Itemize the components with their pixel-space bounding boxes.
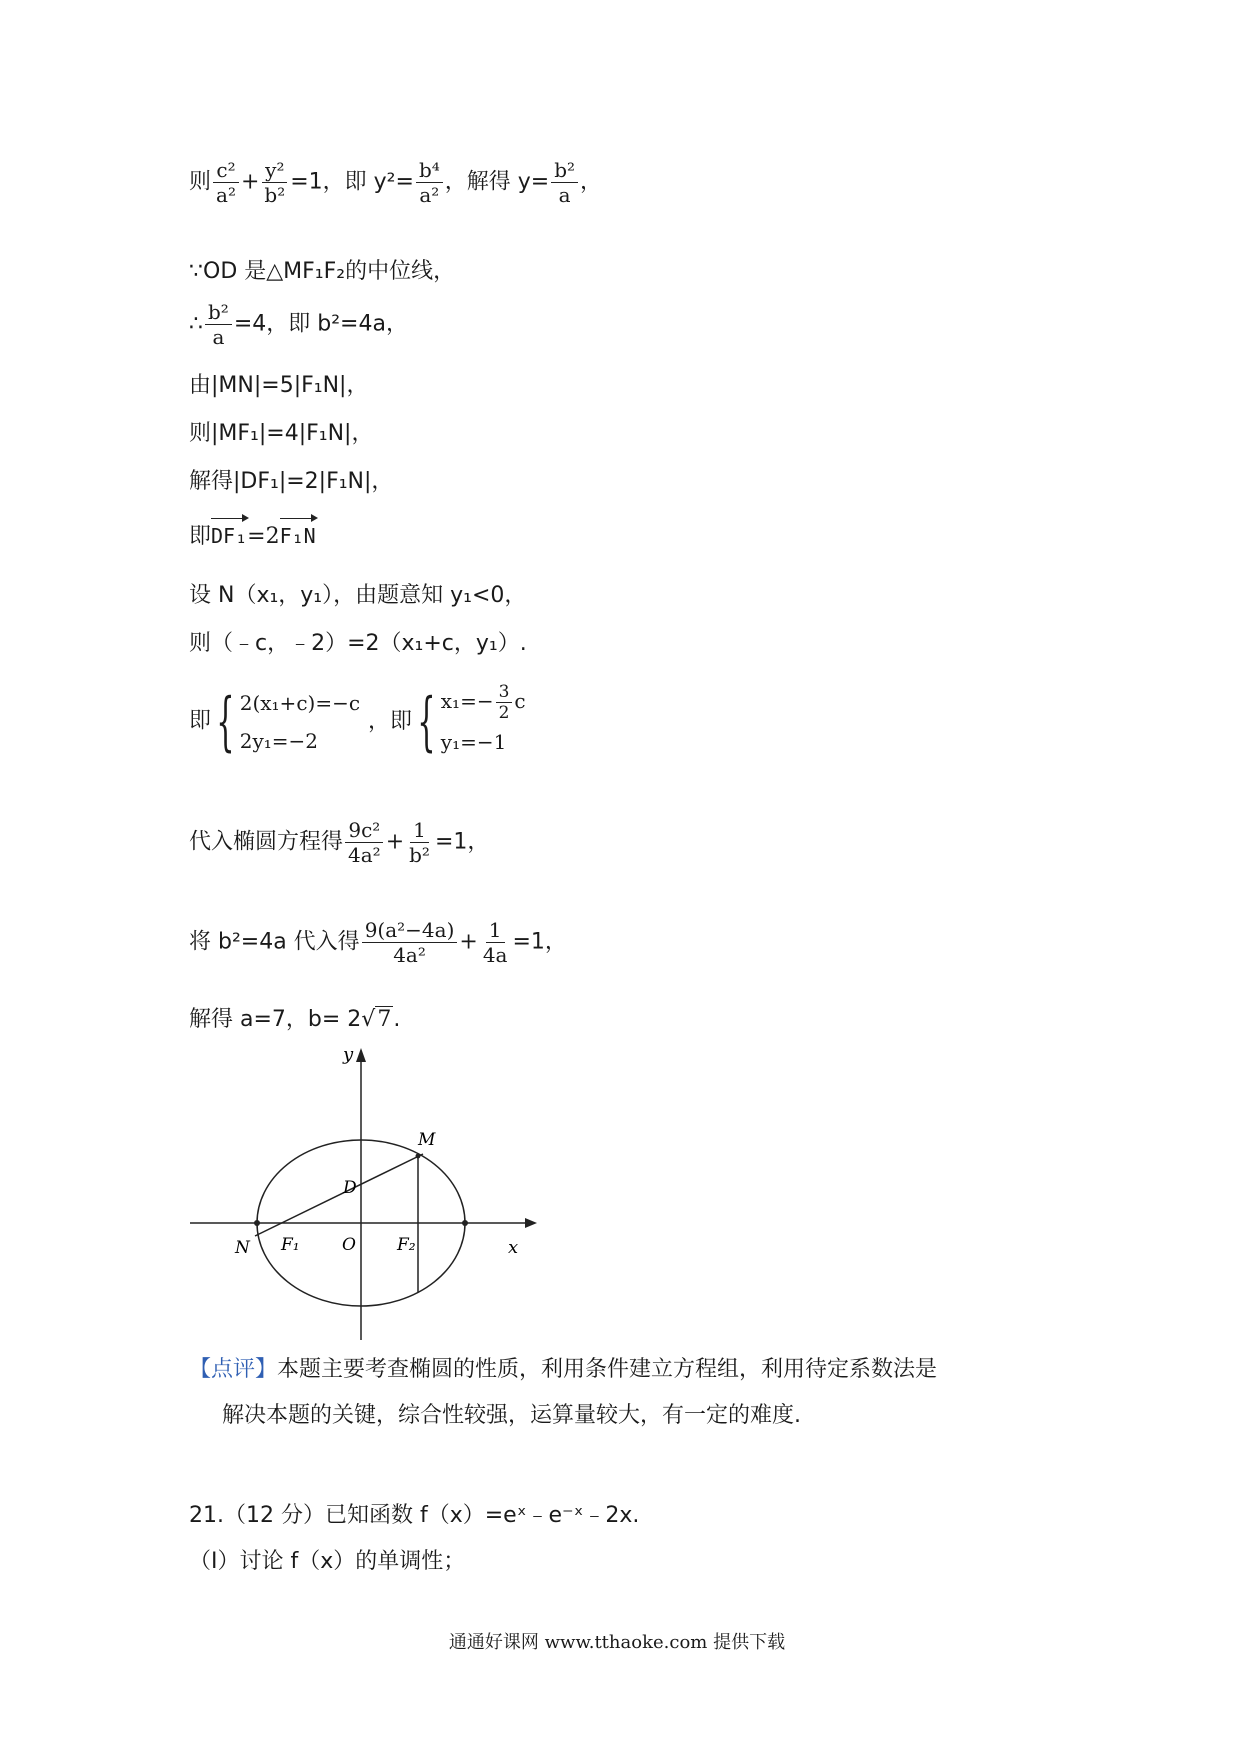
text: . xyxy=(393,1007,401,1032)
text: + xyxy=(240,169,260,195)
text: 将 b²=4a 代入得 xyxy=(189,929,360,955)
text: =1，即 y²= xyxy=(290,169,414,195)
text: 则 xyxy=(189,169,212,195)
text: =4，即 b²=4a， xyxy=(233,311,408,337)
comment-tag: 【点评】 xyxy=(189,1357,278,1382)
text: + xyxy=(459,929,478,955)
text: + xyxy=(385,829,405,855)
equation-line-1 xyxy=(189,158,602,207)
equation-line-3 xyxy=(189,300,408,349)
right-vertex-point xyxy=(462,1220,468,1226)
text: =1， xyxy=(434,829,490,855)
text: =2 xyxy=(247,524,280,549)
fraction: $\frac{\text{b²}}{a}$ xyxy=(205,300,232,349)
label-d: D xyxy=(343,1178,357,1198)
fraction: $\frac{\text{b²}}{a}$ xyxy=(551,158,578,207)
question-21-line-2: （Ⅰ）讨论 f（x）的单调性； xyxy=(189,1549,466,1574)
fraction: $\frac{\text{b⁴}}{\text{a²}}$ xyxy=(416,158,443,207)
text-line-4: 由|MN|=5|F₁N|， xyxy=(189,373,369,398)
text-line-13 xyxy=(189,1006,400,1034)
text: 解得 a=7，b= 2 xyxy=(189,1007,362,1032)
equation-system-line xyxy=(189,682,526,761)
label-f2: F₂ xyxy=(397,1235,416,1255)
label-x: x xyxy=(508,1237,519,1258)
text-line-2: ∵OD 是△MF₁F₂的中位线， xyxy=(189,259,456,284)
text-line-6: 解得|DF₁|=2|F₁N|， xyxy=(189,469,394,494)
equation-line-12 xyxy=(189,918,567,967)
text-line-8: 设 N（x₁，y₁），由题意知 y₁<0， xyxy=(189,583,527,608)
equation-system: { 2(x₁+c)=−c 2y₁=−2 xyxy=(216,684,361,759)
comment-line-2: 解决本题的关键，综合性较强，运算量较大，有一定的难度. xyxy=(222,1403,801,1428)
x-axis-arrow xyxy=(525,1218,537,1228)
square-root: √7 xyxy=(361,1007,392,1032)
fraction: $\frac{\text{y²}}{\text{b²}}$ xyxy=(261,158,288,207)
fraction: $\frac{1}{4a}$ xyxy=(482,918,508,967)
y-axis-arrow xyxy=(356,1048,366,1062)
page-footer: 通通好课网 www.tthaoke.com 提供下载 xyxy=(448,1632,786,1653)
text: =1， xyxy=(512,929,567,955)
label-o: O xyxy=(342,1235,356,1255)
text: ，即 xyxy=(368,708,413,734)
label-f1: F₁ xyxy=(281,1235,300,1255)
text: 即 xyxy=(189,524,212,549)
label-n: N xyxy=(235,1238,250,1258)
text: 代入椭圆方程得 xyxy=(189,829,344,855)
text: ∴ xyxy=(189,311,203,337)
ellipse-figure xyxy=(185,1040,545,1340)
label-m: M xyxy=(418,1130,436,1150)
point-m xyxy=(416,1154,421,1159)
fraction: $\frac{\text{9c²}}{\text{4a²}}$ xyxy=(345,818,384,867)
vector: F₁N xyxy=(280,518,316,550)
label-y: y xyxy=(343,1044,354,1065)
fraction: $\frac{\text{9(a²−4a)}}{\text{4a²}}$ xyxy=(362,918,458,967)
equation-line-11 xyxy=(189,818,489,867)
fraction: $\frac{1}{\text{b²}}$ xyxy=(409,818,430,867)
text-line-5: 则|MF₁|=4|F₁N|， xyxy=(189,421,374,446)
vector-equation-line xyxy=(189,518,316,551)
text: ，解得 y= xyxy=(444,169,550,195)
text-line-9: 则（﹣c，﹣2）=2（x₁+c，y₁）. xyxy=(189,631,527,656)
equation-system: { x₁=− $\frac{3}{2}$ c y₁=−1 xyxy=(417,682,526,759)
left-vertex-point xyxy=(254,1220,260,1226)
text: ， xyxy=(580,169,603,195)
fraction: $\frac{\text{c²}}{\text{a²}}$ xyxy=(213,158,239,207)
comment-text: 本题主要考查椭圆的性质，利用条件建立方程组，利用待定系数法是 xyxy=(277,1357,938,1382)
text: 即 xyxy=(189,708,212,734)
vector: DF₁ xyxy=(211,518,247,550)
question-21-line-1: 21.（12 分）已知函数 f（x）=eˣ﹣e⁻ˣ﹣2x. xyxy=(189,1503,640,1528)
comment-line-1 xyxy=(189,1356,937,1384)
